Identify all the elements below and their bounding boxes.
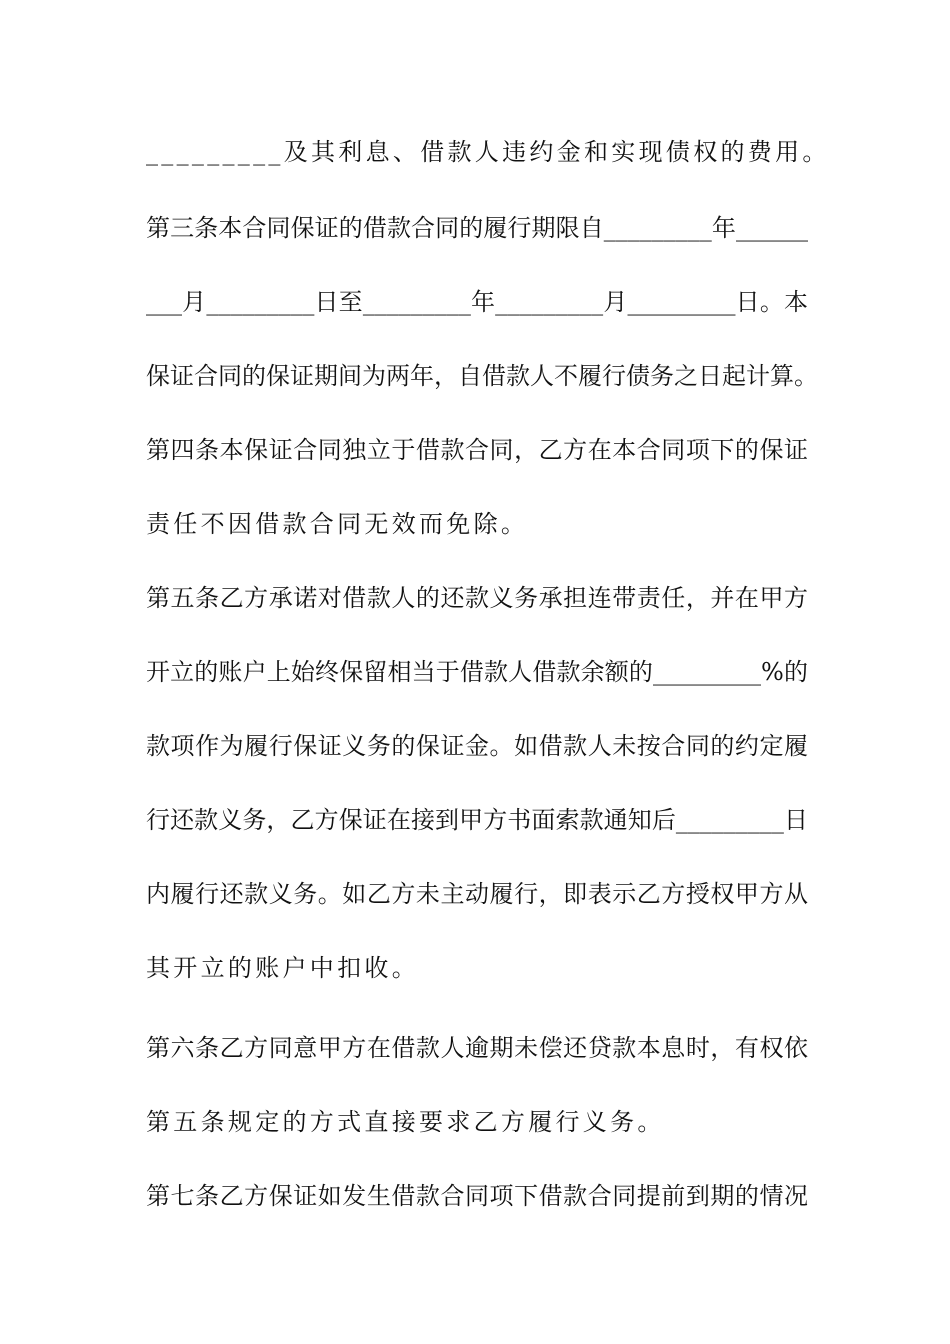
text-line-2: 第三条本合同保证的借款合同的履行期限自_________年______ (146, 214, 808, 242)
text-line-14: 第五条规定的方式直接要求乙方履行义务。 (146, 1108, 665, 1136)
text-line-1: _________及其利息、借款人违约金和实现债权的费用。 (146, 138, 830, 166)
text-line-9: 款项作为履行保证义务的保证金。如借款人未按合同的约定履 (146, 732, 808, 760)
text-line-6: 责任不因借款合同无效而免除。 (146, 510, 529, 538)
text-line-8: 开立的账户上始终保留相当于借款人借款余额的_________%的 (146, 658, 808, 686)
text-line-7: 第五条乙方承诺对借款人的还款义务承担连带责任，并在甲方 (146, 584, 808, 612)
text-line-10: 行还款义务，乙方保证在接到甲方书面索款通知后_________日 (146, 806, 808, 834)
text-line-13: 第六条乙方同意甲方在借款人逾期未偿还贷款本息时，有权依 (146, 1034, 808, 1062)
text-line-15: 第七条乙方保证如发生借款合同项下借款合同提前到期的情况 (146, 1182, 808, 1210)
text-line-11: 内履行还款义务。如乙方未主动履行，即表示乙方授权甲方从 (146, 880, 808, 908)
text-line-5: 第四条本保证合同独立于借款合同，乙方在本合同项下的保证 (146, 436, 808, 464)
text-line-12: 其开立的账户中扣收。 (146, 954, 419, 982)
text-line-3: ___月_________日至_________年_________月_________日。本 (146, 288, 808, 316)
text-line-4: 保证合同的保证期间为两年，自借款人不履行债务之日起计算。 (146, 362, 818, 390)
